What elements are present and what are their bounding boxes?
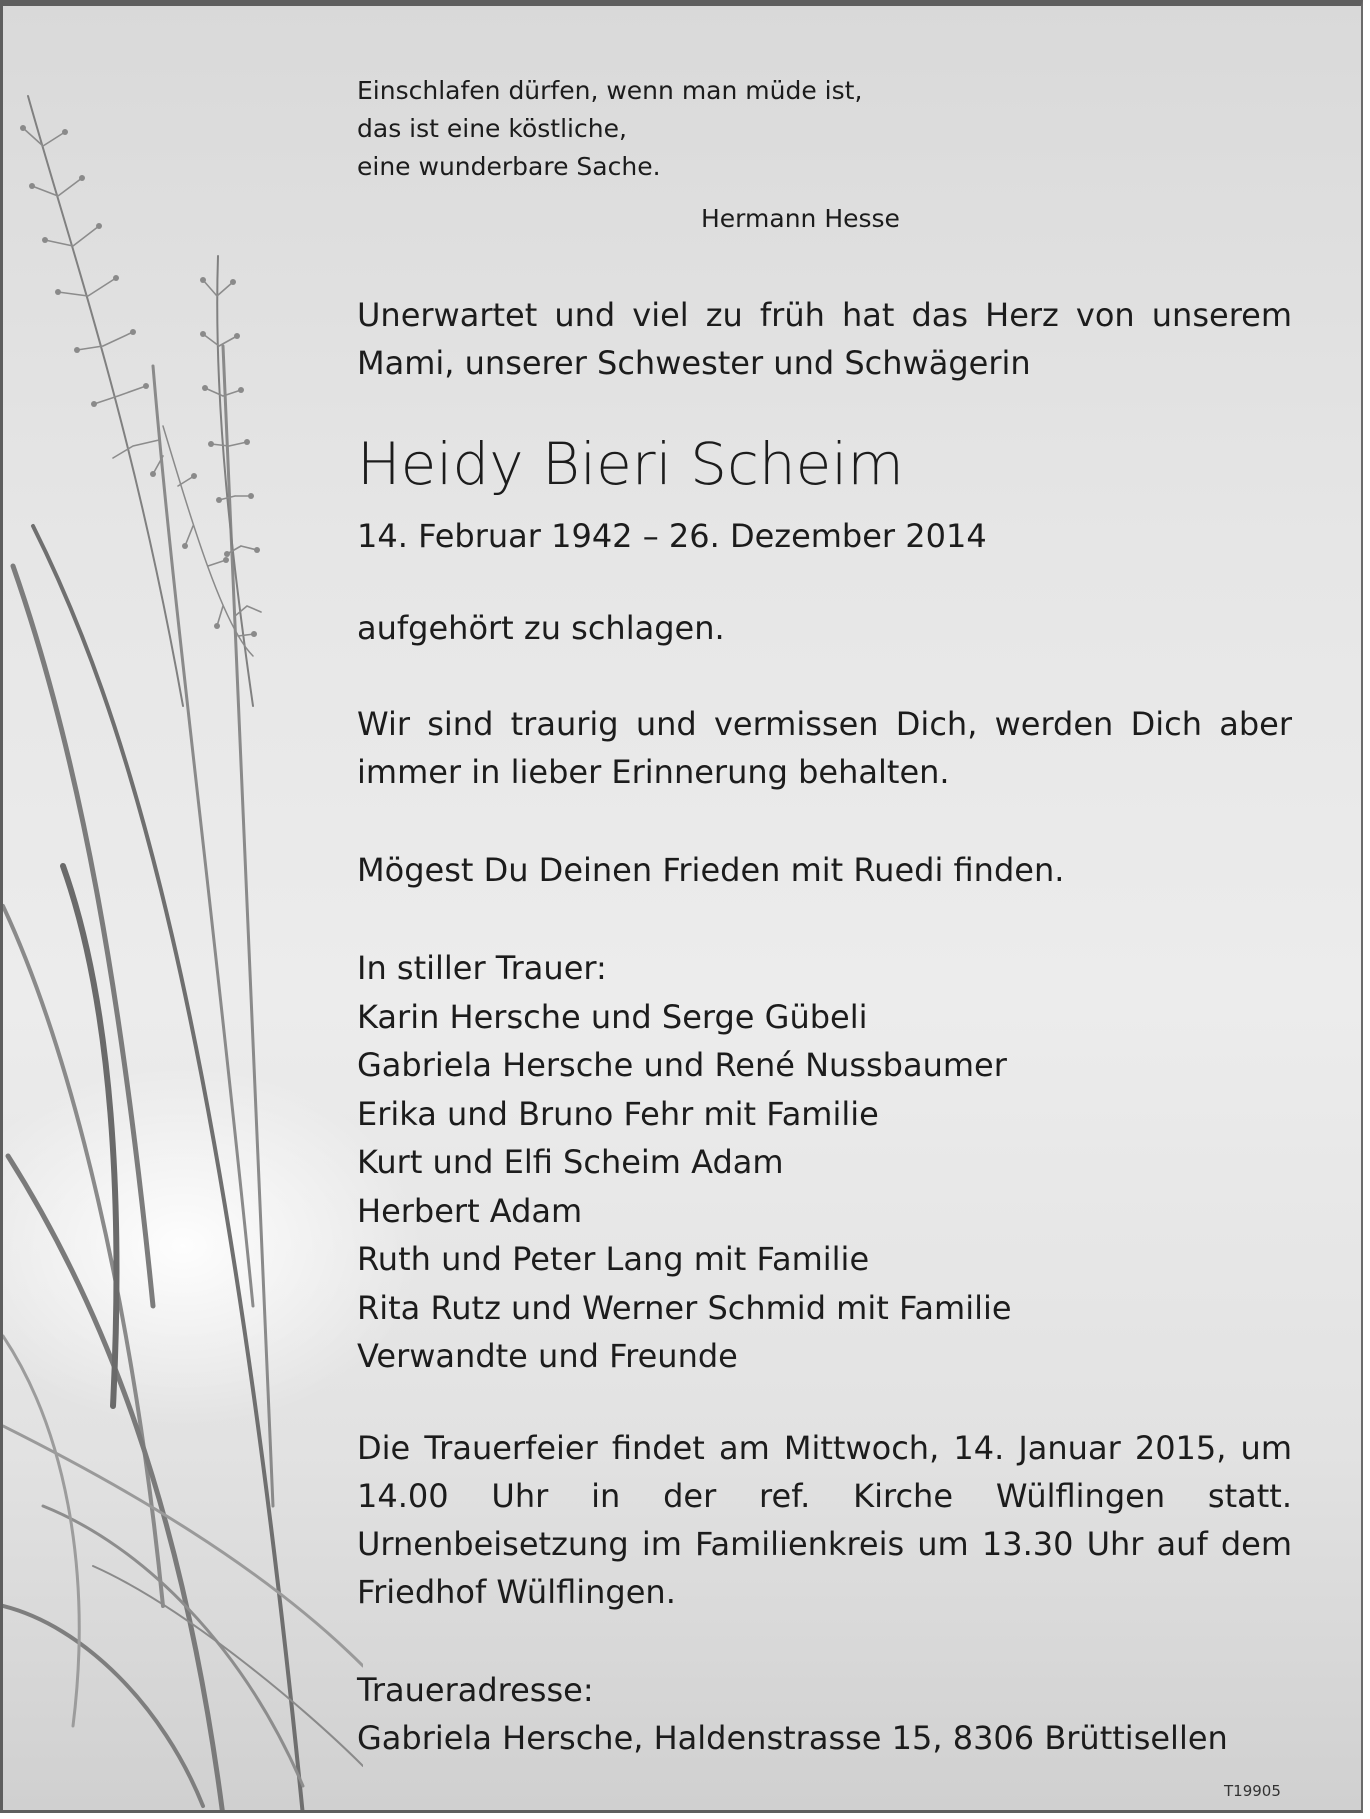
wish-text: Mögest Du Deinen Frieden mit Ruedi finden. — [357, 851, 1065, 889]
quote-author: Hermann Hesse — [701, 204, 900, 233]
after-name-text: aufgehört zu schlagen. — [357, 609, 725, 647]
quote — [357, 72, 862, 186]
mourner-entry: Herbert Adam — [357, 1191, 583, 1230]
mourner-entry: Ruth und Peter Lang mit Familie — [357, 1240, 870, 1278]
mourners-heading: In stiller Trauer: — [357, 949, 607, 987]
message-text: Wir sind traurig und vermissen Dich, werden Dich aber immer in lieber Erinnerung behalten. — [357, 705, 1292, 791]
mourner-entry: Karin Hersche und Serge Gübeli — [357, 997, 868, 1036]
reference-code: T19905 — [1224, 1782, 1281, 1800]
mourner-entry: Kurt und Elfi Scheim Adam — [357, 1143, 784, 1181]
mourner-entry: Verwandte und Freunde — [357, 1337, 738, 1375]
address-value: Gabriela Hersche, Haldenstrasse 15, 8306 Brüttisellen — [357, 1719, 1228, 1757]
address-label: Traueradresse: — [357, 1671, 594, 1709]
address-block — [357, 1666, 1292, 1762]
mourners-list — [357, 944, 1292, 1381]
mourner-entry: Rita Rutz und Werner Schmid mit Familie — [357, 1288, 1012, 1327]
deceased-name: Heidy Bieri Scheim — [357, 430, 904, 498]
life-dates: 14. Februar 1942 – 26. Dezember 2014 — [357, 517, 987, 555]
grass-illustration — [3, 6, 363, 1813]
mourner-entry: Erika und Bruno Fehr mit Familie — [357, 1094, 879, 1133]
intro-text: Unerwartet und viel zu früh hat das Herz von unserem Mami, unserer Schwester und Schwägerin — [357, 296, 1292, 382]
mourner-entry: Gabriela Hersche und René Nussbaumer — [357, 1046, 1007, 1084]
quote-line: das ist eine köstliche, — [357, 114, 627, 143]
ceremony-text: Die Trauerfeier findet am Mittwoch, 14. Januar 2015, um 14.00 Uhr in der ref. Kirche Wülflingen statt. Urnenbeisetzung im Familienkreis um 13.30 Uhr auf dem Friedhof Wülflingen. — [357, 1429, 1292, 1611]
quote-line: eine wunderbare Sache. — [357, 152, 661, 181]
quote-line: Einschlafen dürfen, wenn man müde ist, — [357, 76, 863, 105]
